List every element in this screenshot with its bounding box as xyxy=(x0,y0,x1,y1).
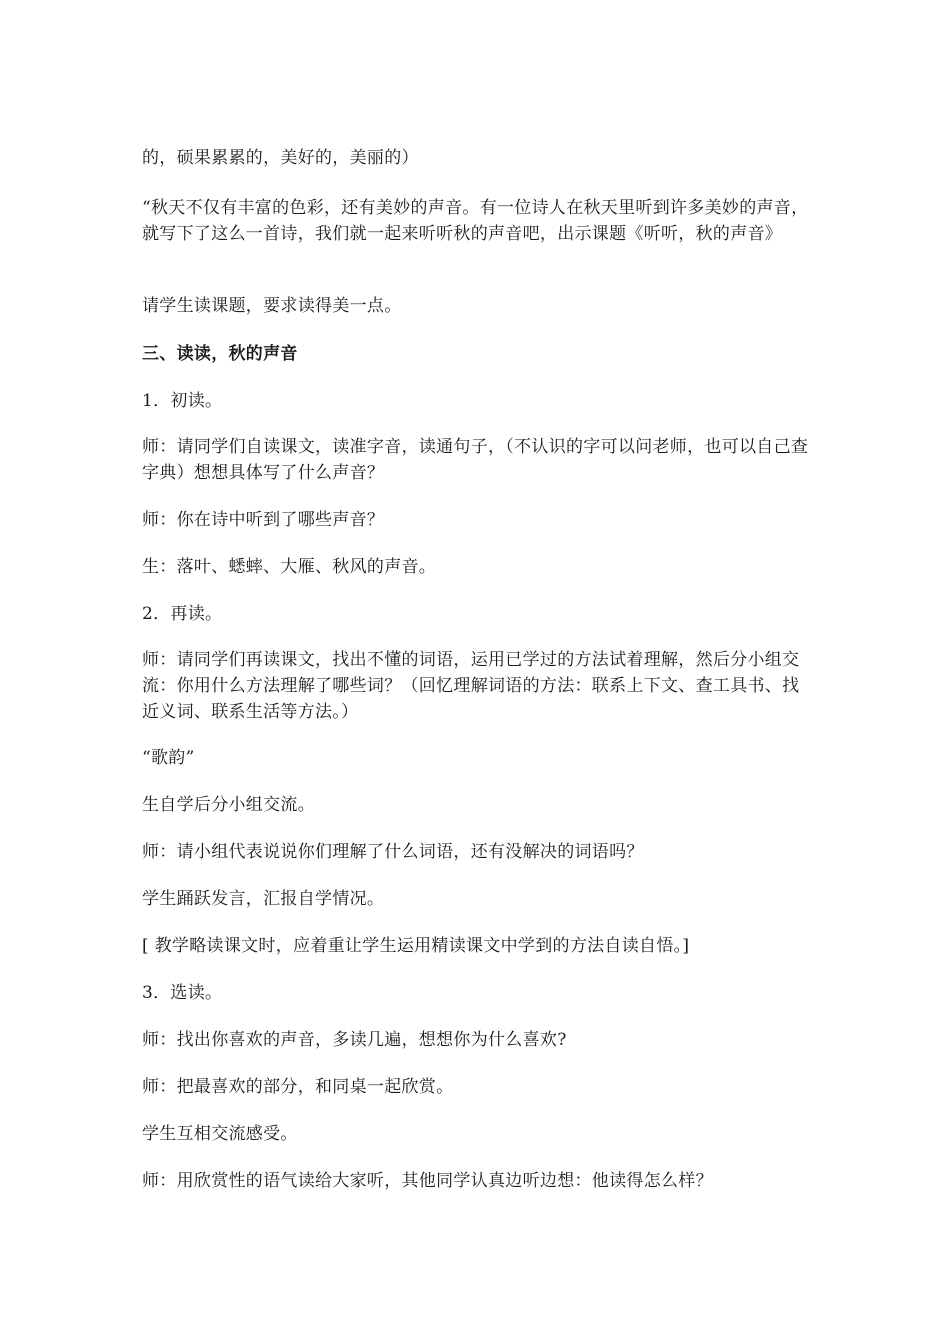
paragraph-read-title: 请学生读课题，要求读得美一点。 xyxy=(142,296,402,316)
paragraph-teacher-6: 师：把最喜欢的部分，和同桌一起欣赏。 xyxy=(142,1077,454,1097)
paragraph-student-1: 生：落叶、蟋蟀、大雁、秋风的声音。 xyxy=(142,557,437,577)
paragraph-teacher-4: 师：请小组代表说说你们理解了什么词语，还有没解决的词语吗？ xyxy=(142,842,644,862)
paragraph-student-4: 学生互相交流感受。 xyxy=(142,1124,298,1144)
step-heading-3: 3．选读。 xyxy=(142,983,223,1003)
paragraph-student-2: 生自学后分小组交流。 xyxy=(142,795,315,815)
section-heading: 三、读读，秋的声音 xyxy=(142,344,298,364)
step-heading-1: 1．初读。 xyxy=(142,391,223,411)
paragraph-note: [ 教学略读课文时，应着重让学生运用精读课文中学到的方法自读自悟。] xyxy=(142,936,690,956)
paragraph-teacher-2: 师：你在诗中听到了哪些声音？ xyxy=(142,510,385,530)
paragraph-intro-quote: “秋天不仅有丰富的色彩，还有美妙的声音。有一位诗人在秋天里听到许多美妙的声音，就写下了这么一首诗，我们就一起来听听秋的声音吧，出示课题《听听，秋的声音》 xyxy=(142,198,809,244)
step-heading-2: 2．再读。 xyxy=(142,604,223,624)
paragraph-teacher-3: 师：请同学们再读课文，找出不懂的词语，运用已学过的方法试着理解，然后分小组交流：你用什么方法理解了哪些词？（回忆理解词语的方法：联系上下文、查工具书、找近义词、联系生活等方法。） xyxy=(142,650,800,722)
paragraph-quote-word: “歌韵” xyxy=(142,748,195,768)
paragraph-teacher-1: 师：请同学们自读课文，读准字音，读通句子，（不认识的字可以问老师，也可以自己查字典）想想具体写了什么声音？ xyxy=(142,437,809,483)
paragraph-continuation: 的，硕果累累的，美好的，美丽的） xyxy=(142,148,419,168)
paragraph-teacher-7: 师：用欣赏性的语气读给大家听，其他同学认真边听边想：他读得怎么样？ xyxy=(142,1171,713,1191)
paragraph-student-3: 学生踊跃发言，汇报自学情况。 xyxy=(142,889,385,909)
paragraph-teacher-5: 师：找出你喜欢的声音，多读几遍，想想你为什么喜欢? xyxy=(142,1030,567,1050)
